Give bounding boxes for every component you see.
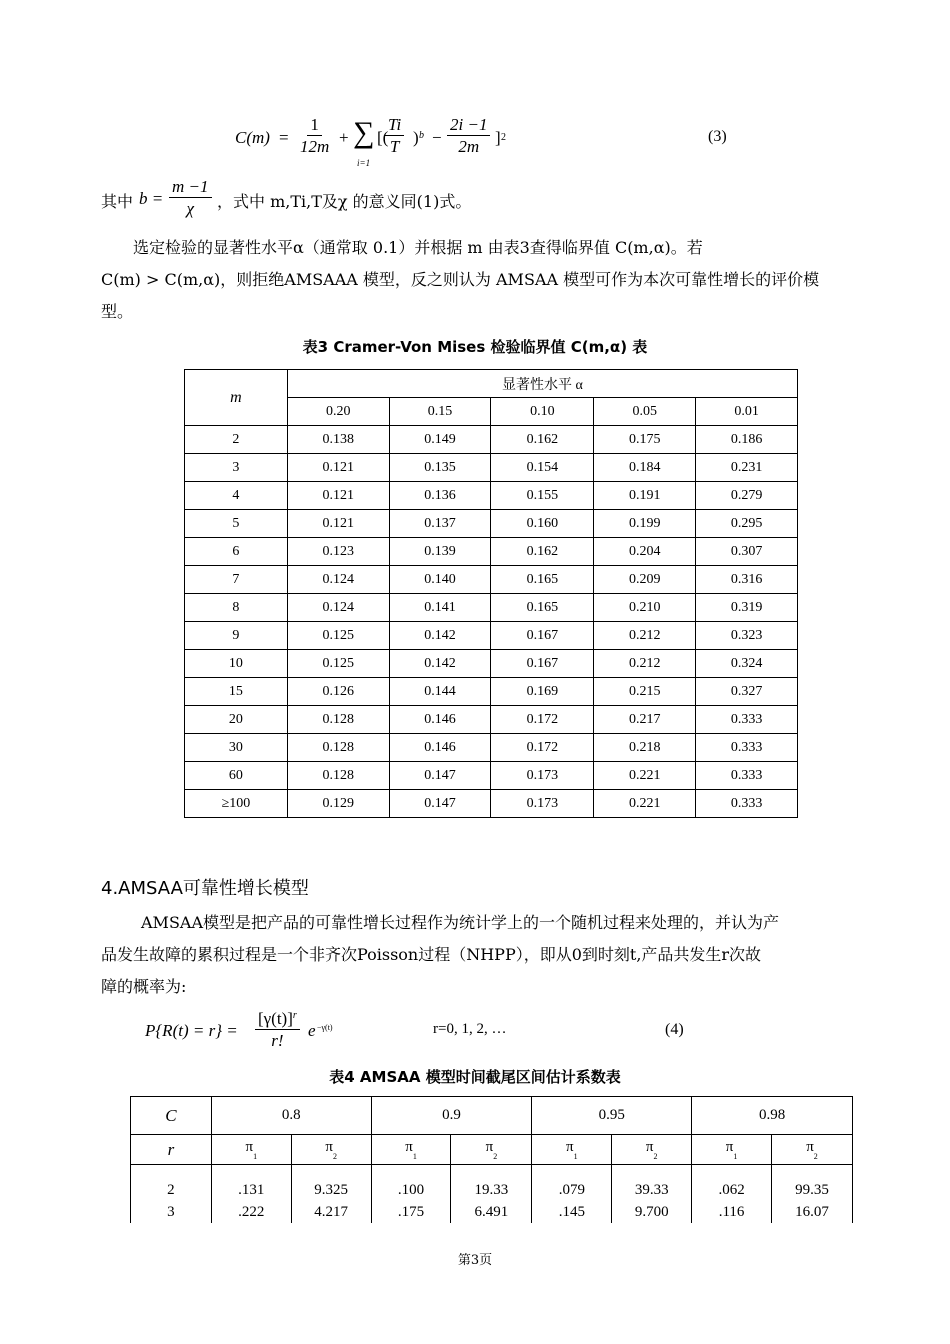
critical-value-cell: 0.137: [389, 510, 491, 538]
coefficient-value: 16.07: [795, 1204, 829, 1220]
critical-value-cell: 0.204: [594, 538, 696, 566]
paren-close: ): [413, 128, 419, 147]
exponent-2: 2: [501, 132, 506, 143]
fraction-numerator: 1: [307, 114, 322, 136]
critical-value-cell: 0.165: [491, 594, 594, 622]
table-3-caption: 表3 Cramer-Von Mises 检验临界值 C(m,α) 表: [302, 338, 648, 356]
critical-value-cell: 0.221: [594, 790, 696, 818]
alpha-value-cell: 0.01: [696, 398, 798, 426]
coefficient-value: .145: [558, 1204, 585, 1220]
m-value-cell: 30: [185, 734, 288, 762]
alpha-header: 显著性水平 α: [287, 370, 797, 398]
critical-value-cell: 0.167: [491, 622, 594, 650]
section-4-paragraph: [101, 907, 891, 1003]
critical-value-cell: 0.333: [696, 706, 798, 734]
summation-symbol: ∑: [353, 116, 375, 149]
pi-subscript: 1: [733, 1151, 738, 1161]
m-value-cell: 15: [185, 678, 288, 706]
critical-value-cell: 0.162: [491, 426, 594, 454]
b-equals: b =: [139, 189, 164, 208]
critical-value-cell: 0.165: [491, 566, 594, 594]
pi-symbol: π: [806, 1138, 814, 1155]
pi-subscript: 2: [813, 1151, 818, 1161]
critical-value-cell: 0.209: [594, 566, 696, 594]
r-label: r: [131, 1135, 212, 1165]
alpha-value-cell: 0.20: [287, 398, 389, 426]
table-row: [185, 594, 798, 622]
fraction-1-over-12m: [297, 114, 332, 158]
confidence-level-cell: 0.95: [532, 1097, 692, 1135]
confidence-level-cell: 0.98: [692, 1097, 853, 1135]
critical-value-cell: 0.307: [696, 538, 798, 566]
page-number: 第3页: [457, 1253, 493, 1268]
critical-value-cell: 0.186: [696, 426, 798, 454]
critical-value-cell: 0.175: [594, 426, 696, 454]
critical-value-cell: 0.124: [287, 594, 389, 622]
critical-value-cell: 0.210: [594, 594, 696, 622]
fraction-denominator: χ: [186, 199, 194, 219]
coefficient-value: 9.700: [634, 1204, 669, 1220]
critical-value-cell: 0.147: [389, 762, 491, 790]
table-row: [185, 538, 798, 566]
table-row: [185, 426, 798, 454]
pi-header-cell: [692, 1135, 772, 1165]
pi-header-cell: [532, 1135, 612, 1165]
table-row: [185, 790, 798, 818]
table-row: [185, 706, 798, 734]
critical-value-cell: 0.327: [696, 678, 798, 706]
table-row: [185, 482, 798, 510]
r-value: 2: [167, 1182, 175, 1198]
coefficient-value: 19.33: [474, 1182, 509, 1198]
paragraph-line: 选定检验的显著性水平α（通常取 0.1）并根据 m 由表3查得临界值 C(m,α)。若: [133, 238, 703, 257]
critical-value-cell: 0.121: [287, 454, 389, 482]
coefficient-value: 99.35: [795, 1182, 829, 1198]
pi-subscript: 2: [653, 1151, 658, 1161]
table-row: [185, 650, 798, 678]
critical-value-cell: 0.140: [389, 566, 491, 594]
pi-symbol: π: [245, 1138, 254, 1155]
critical-value-cell: 0.191: [594, 482, 696, 510]
critical-value-cell: 0.221: [594, 762, 696, 790]
critical-value-cell: 0.124: [287, 566, 389, 594]
pi-header-cell: [772, 1135, 853, 1165]
confidence-level-cell: 0.8: [211, 1097, 371, 1135]
table-row: [185, 510, 798, 538]
fraction-denominator: 12m: [300, 137, 330, 157]
table-row: [185, 454, 798, 482]
coefficient-value: .116: [718, 1204, 745, 1220]
critical-value-cell: 0.135: [389, 454, 491, 482]
formula-3-lhs: C(m): [235, 128, 270, 147]
critical-value-cell: 0.324: [696, 650, 798, 678]
confidence-level-cell: 0.9: [371, 1097, 532, 1135]
critical-value-cell: 0.146: [389, 706, 491, 734]
paragraph-line: AMSAA模型是把产品的可靠性增长过程作为统计学上的一个随机过程来处理的，并认为产: [141, 913, 780, 932]
exponential-power: −γ(t): [317, 1023, 333, 1032]
m-value-cell: 3: [185, 454, 288, 482]
critical-value-cell: 0.212: [594, 650, 696, 678]
r-value: 3: [167, 1204, 175, 1220]
critical-value-cell: 0.218: [594, 734, 696, 762]
critical-value-cell: 0.128: [287, 706, 389, 734]
m-value-cell: 2: [185, 426, 288, 454]
paragraph-where-b: [101, 178, 861, 226]
fraction-ti-over-t: [385, 114, 404, 158]
critical-value-cell: 0.125: [287, 622, 389, 650]
formula-4-condition: r=0, 1, 2, …: [433, 1021, 507, 1037]
critical-value-cell: 0.123: [287, 538, 389, 566]
critical-value-cell: 0.169: [491, 678, 594, 706]
coefficient-cell: [612, 1165, 692, 1224]
table-4: [130, 1096, 853, 1223]
section-4-heading: 4.AMSAA可靠性增长模型: [101, 878, 309, 899]
fraction-numerator: [255, 1008, 300, 1030]
m-value-cell: 10: [185, 650, 288, 678]
table-row: [185, 678, 798, 706]
equation-number-3: (3): [708, 128, 727, 145]
critical-value-cell: 0.155: [491, 482, 594, 510]
pi-header-cell: [211, 1135, 291, 1165]
paragraph-line: 障的概率为:: [101, 977, 187, 996]
exponent-b: b: [419, 130, 424, 141]
where-prefix: 其中: [101, 192, 134, 211]
gamma-t-bracket: [γ(t)]: [258, 1009, 293, 1028]
alpha-value-cell: 0.05: [594, 398, 696, 426]
critical-value-cell: 0.141: [389, 594, 491, 622]
coefficient-cell: [291, 1165, 371, 1224]
coefficient-value: .062: [718, 1182, 745, 1198]
critical-value-cell: 0.162: [491, 538, 594, 566]
coefficient-value: .079: [558, 1182, 585, 1198]
coefficient-cell: [371, 1165, 451, 1224]
critical-value-cell: 0.199: [594, 510, 696, 538]
coefficient-value: .222: [238, 1204, 265, 1220]
coefficient-value: 9.325: [314, 1182, 349, 1198]
pi-symbol: π: [325, 1138, 333, 1155]
fraction-denominator: r!: [271, 1031, 284, 1051]
critical-value-cell: 0.215: [594, 678, 696, 706]
coefficient-cell: [532, 1165, 612, 1224]
pi-symbol: π: [645, 1138, 654, 1155]
alpha-value-cell: 0.10: [491, 398, 594, 426]
formula-4-lhs: P{R(t) = r} =: [145, 1021, 238, 1040]
table-row: [185, 734, 798, 762]
paragraph-line: 型。: [101, 302, 134, 321]
coefficient-value: .175: [397, 1204, 425, 1220]
m-value-cell: 6: [185, 538, 288, 566]
critical-value-cell: 0.173: [491, 790, 594, 818]
critical-value-cell: 0.173: [491, 762, 594, 790]
critical-value-cell: 0.184: [594, 454, 696, 482]
critical-value-cell: 0.121: [287, 482, 389, 510]
formula-4: [145, 1008, 705, 1066]
pi-symbol: π: [485, 1138, 494, 1155]
summation-lower-limit: i=1: [357, 158, 371, 168]
fraction-numerator: Ti: [385, 114, 404, 136]
critical-value-cell: 0.142: [389, 650, 491, 678]
bracket-close: ]: [495, 128, 501, 147]
c-label: C: [131, 1097, 212, 1135]
critical-value-cell: 0.160: [491, 510, 594, 538]
fraction-denominator: T: [389, 137, 400, 157]
critical-value-cell: 0.142: [389, 622, 491, 650]
where-suffix: ，式中 m,Ti,T及χ 的意义同(1)式。: [217, 192, 472, 211]
critical-value-cell: 0.149: [389, 426, 491, 454]
critical-value-cell: 0.167: [491, 650, 594, 678]
coefficient-value: .131: [238, 1182, 265, 1198]
m-value-cell: 9: [185, 622, 288, 650]
table-row: [185, 622, 798, 650]
m-header: m: [185, 370, 288, 426]
critical-value-cell: 0.154: [491, 454, 594, 482]
critical-value-cell: 0.295: [696, 510, 798, 538]
m-value-cell: 60: [185, 762, 288, 790]
coefficient-cell: [772, 1165, 853, 1224]
pi-subscript: 2: [493, 1151, 498, 1161]
critical-value-cell: 0.279: [696, 482, 798, 510]
critical-value-cell: 0.125: [287, 650, 389, 678]
formula-3: [235, 112, 795, 174]
pi-header-cell: [612, 1135, 692, 1165]
critical-value-cell: 0.121: [287, 510, 389, 538]
critical-value-cell: 0.333: [696, 790, 798, 818]
fraction-denominator: 2m: [458, 137, 480, 157]
coefficient-value: 6.491: [474, 1204, 509, 1220]
critical-value-cell: 0.138: [287, 426, 389, 454]
critical-value-cell: 0.126: [287, 678, 389, 706]
critical-value-cell: 0.319: [696, 594, 798, 622]
bracket-open: [(: [377, 128, 389, 147]
pi-header-cell: [371, 1135, 451, 1165]
exponential-base: e: [308, 1021, 316, 1040]
coefficient-cell: [692, 1165, 772, 1224]
fraction-numerator: m −1: [169, 176, 212, 198]
coefficient-cell: [451, 1165, 532, 1224]
table-3: [184, 369, 798, 818]
pi-header-cell: [451, 1135, 532, 1165]
critical-value-cell: 0.333: [696, 762, 798, 790]
critical-value-cell: 0.172: [491, 706, 594, 734]
fraction-gamma-over-r-factorial: [255, 1008, 300, 1052]
alpha-value-cell: 0.15: [389, 398, 491, 426]
pi-symbol: π: [725, 1138, 734, 1155]
critical-value-cell: 0.136: [389, 482, 491, 510]
table-row: [185, 762, 798, 790]
table-4-caption: 表4 AMSAA 模型时间截尾区间估计系数表: [329, 1068, 621, 1086]
formula-3-minus: −: [432, 128, 442, 147]
paragraph-significance: [101, 232, 861, 328]
critical-value-cell: 0.147: [389, 790, 491, 818]
fraction-numerator: 2i −1: [447, 114, 490, 136]
m-value-cell: 8: [185, 594, 288, 622]
critical-value-cell: 0.139: [389, 538, 491, 566]
pi-subscript: 1: [412, 1151, 417, 1161]
pi-subscript: 1: [573, 1151, 578, 1161]
m-value-cell: 7: [185, 566, 288, 594]
critical-value-cell: 0.217: [594, 706, 696, 734]
pi-subscript: 1: [253, 1151, 258, 1161]
pi-subscript: 2: [332, 1151, 337, 1161]
paragraph-line: C(m) > C(m,α)，则拒绝AMSAAA 模型，反之则认为 AMSAA 模型可作为本次可靠性增长的评价模: [101, 270, 820, 289]
m-value-cell: 5: [185, 510, 288, 538]
pi-header-cell: [291, 1135, 371, 1165]
equation-number-4: (4): [665, 1021, 684, 1038]
critical-value-cell: 0.128: [287, 762, 389, 790]
critical-value-cell: 0.144: [389, 678, 491, 706]
formula-3-eq: =: [279, 128, 289, 147]
critical-value-cell: 0.212: [594, 622, 696, 650]
coefficient-value: .100: [397, 1182, 425, 1198]
critical-value-cell: 0.333: [696, 734, 798, 762]
critical-value-cell: 0.146: [389, 734, 491, 762]
coefficient-cell: [211, 1165, 291, 1224]
fraction-2i-1-over-2m: [447, 114, 490, 158]
critical-value-cell: 0.316: [696, 566, 798, 594]
coefficient-value: 4.217: [314, 1204, 349, 1220]
paragraph-line: 品发生故障的累积过程是一个非齐次Poisson过程（NHPP），即从0到时刻t,产品共发生r次故: [101, 945, 762, 964]
r-values-cell: [131, 1165, 212, 1224]
critical-value-cell: 0.323: [696, 622, 798, 650]
formula-3-plus: +: [339, 128, 349, 147]
critical-value-cell: 0.129: [287, 790, 389, 818]
critical-value-cell: 0.231: [696, 454, 798, 482]
critical-value-cell: 0.172: [491, 734, 594, 762]
pi-symbol: π: [566, 1138, 574, 1155]
pi-symbol: π: [405, 1138, 413, 1155]
m-value-cell: ≥100: [185, 790, 288, 818]
coefficient-value: 39.33: [634, 1182, 669, 1198]
fraction-m-1-over-chi: [169, 176, 212, 220]
numerator-exponent-r: r: [292, 1010, 297, 1021]
m-value-cell: 4: [185, 482, 288, 510]
critical-value-cell: 0.128: [287, 734, 389, 762]
m-value-cell: 20: [185, 706, 288, 734]
table-row: [185, 566, 798, 594]
